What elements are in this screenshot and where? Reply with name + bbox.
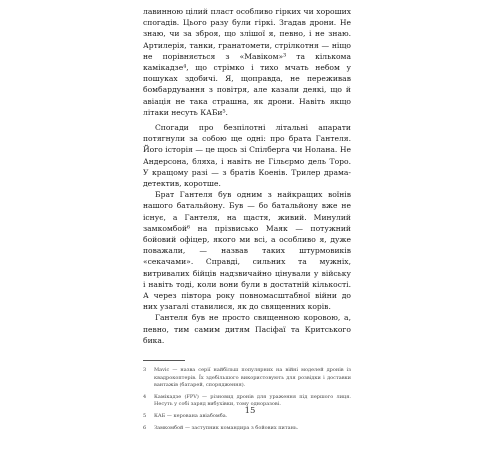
paragraph-3: Брат Гантеля був одним з найкращих воїнів нашого батальйону. Був — бо батальйону вже не існує, а Гантеля, на щастя, живий. Минулий замкомбой⁶ на прізвисько Маяк — потужний бойовий офіцер, якого ми всі, а особливо я, дуже поважали, — назвав таких штурмовиків «секачами». Справді, сильних та мужніх, витривалих бійців надзвичайно цінували у війську і навіть тоді, коли вони були в достатній кількості. А через півтора року повномасштабної війни до них узагалі ставилися, як до священних корів. (143, 190, 351, 312)
page-number: 15 (244, 406, 256, 416)
footnote-number: 3 (143, 367, 147, 374)
footnote-text: Mavic — назва серії найбільш популярних на війні моделей дронів із квадрокоптерів. Їх здебільшого використовують для розвідки і доставки вантажів (батарей, спорядження). (154, 367, 351, 389)
footnote-text: КАБ — керована авіабомба. (154, 413, 228, 420)
paragraph-1: лавинною цілий пласт особливо гірких чи хороших спогадів. Цього разу були гіркі. Згадав дрони. Не знаю, чи за зброя, що злішої я, певно, і не знаю. Артилерія, танки, гранатомети, стрілкотня — ніщо не порівняється з «Мавіком»³ та кількома камікадзе⁴, що стрімко і тихо мчать небом у пошуках здобичі. Я, щоправда, не переживав бомбардування з повітря, але казали деякі, що й авіація не така страшна, як дрони. Навіть якщо літаки несуть КАБи⁵. (143, 7, 351, 117)
footnote (143, 425, 351, 433)
footnote-text: Замкомбой — заступник командира з бойових питань. (154, 424, 299, 431)
footnote-number: 4 (143, 393, 147, 400)
footnote-divider (143, 360, 185, 361)
book-page (143, 6, 351, 436)
footnote-text: Камікадзе (FPV) — різновид дронів для ураження під першого лиця. Несуть у собі заряд вибухівки, тому одноразові. (154, 393, 351, 408)
footnote (143, 367, 351, 390)
paragraph-4: Гантеля був не просто священною коровою, а, певно, тим самим дитям Пасіфаї та Критського бика. (143, 313, 351, 345)
footnote-number: 5 (143, 413, 147, 420)
paragraph-2: Спогади про безпілотні літальні апарати потягнули за собою ще одні: про брата Гантеля. Його історія — це щось зі Спілберга чи Нолана. Не Андерсона, бляха, і навіть не Гільєрмо дель Торо. У кращому разі — з братів Коенів. Трилер драма-детектив, коротше. (143, 123, 351, 189)
footnote-number: 6 (143, 424, 147, 431)
